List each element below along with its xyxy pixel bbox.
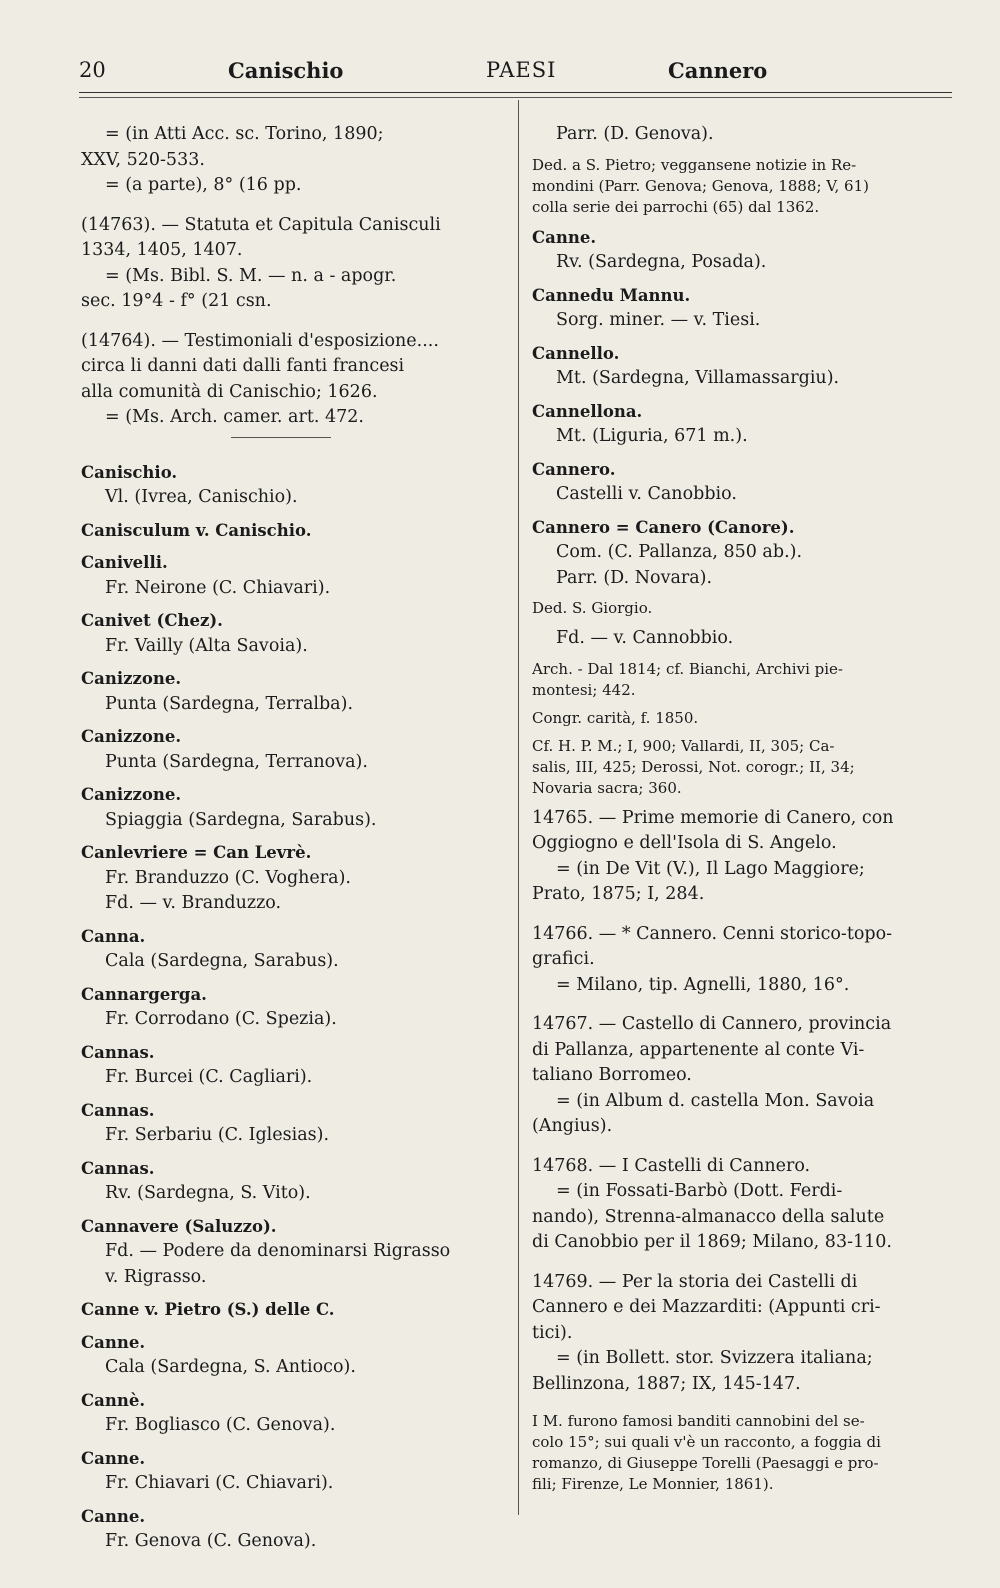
spacer [81,1555,506,1562]
bibliography-line: (14764). — Testimoniali d'esposizione.... [81,330,439,351]
bibliography-line: = (in Atti Acc. sc. Torino, 1890; [105,124,384,144]
entry-note-line: mondini (Parr. Genova; Genova, 1888; V, 61) [532,176,869,195]
entry-note-line: Arch. - Dal 1814; cf. Bianchi, Archivi pie- [532,659,843,678]
spacer [81,1439,506,1446]
bibliography-line: 14766. — * Cannero. Cenni storico-topo- [532,923,893,944]
spacer [532,799,956,806]
entry-line: Fr. Serbariu (C. Iglesias). [105,1125,330,1145]
entry-line: Com. (C. Pallanza, 850 ab.). [556,542,803,562]
gazetteer-entry [81,518,506,544]
entry-line: Mt. (Liguria, 671 m.). [556,426,748,446]
entry-heading: Canlevriere = Can Levrè. [81,843,312,862]
bibliography-line: = (a parte), 8° (16 pp. [105,175,302,195]
spacer [81,1033,506,1040]
entry-heading: Cannellona. [532,401,643,421]
spacer [81,659,506,666]
entry-heading: Cannas. [81,1158,155,1178]
footnote-line: romanzo, di Giuseppe Torelli (Paesaggi e pro- [532,1454,879,1472]
gazetteer-entry [532,626,956,652]
gazetteer-entry [532,399,956,450]
gazetteer-entry [532,122,956,148]
bibliography-line: 14769. — Per la storia dei Castelli di [532,1271,858,1292]
entry-note-line: Congr. carità, f. 1850. [532,708,699,727]
entry-line: Cala (Sardegna, S. Antioco). [105,1357,356,1377]
spacer [532,392,956,399]
bibliography-entry [532,1012,956,1140]
spacer [81,1207,506,1214]
gazetteer-entry [81,1040,506,1091]
gazetteer-entry [532,708,956,729]
spacer [81,1149,506,1156]
entry-heading: Cannero = Canero (Canore). [532,517,795,537]
entry-heading: Cannè. [81,1390,146,1410]
left-running-title: Canischio [228,58,344,83]
gazetteer-entry [81,1214,506,1291]
gazetteer-entry [532,155,956,218]
bibliography-line: sec. 19°4 - f° (21 csn. [81,291,272,311]
entry-line: Fd. — Podere da denominarsi Rigrasso [105,1241,451,1261]
gazetteer-entry [81,608,506,659]
footnote-line: colo 15°; sui quali v'è un racconto, a foggia di [532,1433,881,1451]
entry-note-line: montesi; 442. [532,680,636,699]
gazetteer-entry [81,1446,506,1497]
gazetteer-entry [81,782,506,833]
bibliography-line: = (in De Vit (V.), Il Lago Maggiore; [556,858,865,879]
gazetteer-entry [81,460,506,511]
gazetteer-entry [81,982,506,1033]
entry-heading: Canischio. [81,462,178,482]
spacer [532,652,956,659]
bibliography-line: circa li danni dati dalli fanti francesi [81,356,405,376]
entry-heading: Canivelli. [81,553,168,572]
spacer [81,833,506,840]
bibliography-line: = (in Fossati-Barbò (Dott. Ferdi- [556,1181,843,1201]
spacer [532,1397,956,1411]
entry-line: Fr. Corrodano (C. Spezia). [105,1009,337,1029]
gazetteer-entry [81,840,506,917]
bibliography-line: = (Ms. Bibl. S. M. — n. a - apogr. [105,265,397,286]
entry-line: Rv. (Sardegna, Posada). [556,252,767,272]
section-divider [231,437,331,438]
entry-line: Castelli v. Canobbio. [556,484,737,504]
spacer [532,334,956,341]
gazetteer-entry [81,1504,506,1555]
bibliography-line: Oggiogno e dell'Isola di S. Angelo. [532,833,837,853]
spacer [532,218,956,225]
spacer [81,1381,506,1388]
gazetteer-entry [81,550,506,601]
entry-note-line: Ded. S. Giorgio. [532,599,653,617]
entry-line: Parr. (D. Novara). [556,567,713,588]
spacer [81,717,506,724]
gazetteer-entry [81,1388,506,1439]
entry-heading: Canne. [81,1332,146,1352]
entry-line: Cala (Sardegna, Sarabus). [105,951,339,971]
gazetteer-entry [81,666,506,717]
bibliography-line: = (in Bollett. stor. Svizzera italiana; [556,1348,873,1368]
right-column [532,122,956,1495]
bibliography-line: Cannero e dei Mazzarditi: (Appunti cri- [532,1297,881,1317]
entry-line: Sorg. miner. — v. Tiesi. [556,310,761,330]
entry-heading: Cannas. [81,1042,155,1062]
bibliography-line: grafici. [532,949,595,969]
right-running-title: Cannero [668,58,768,83]
spacer [81,1323,506,1330]
bibliography-line: = Milano, tip. Agnelli, 1880, 16°. [556,974,850,995]
entry-line: Spiaggia (Sardegna, Sarabus). [105,809,377,830]
bibliography-line: (Angius). [532,1116,613,1136]
spacer [81,315,506,329]
entry-line: Fr. Burcei (C. Cagliari). [105,1067,313,1087]
spacer [532,591,956,598]
entry-line: Fd. — v. Cannobbio. [556,628,734,648]
spacer [532,1256,956,1270]
footnote-line: I M. furono famosi banditi cannobini del se- [532,1412,865,1430]
bibliography-line: 1334, 1405, 1407. [81,240,243,260]
gazetteer-entry [532,659,956,701]
spacer [81,511,506,518]
entry-heading: Canne. [81,1448,146,1468]
spacer [81,975,506,982]
entry-note-line: salis, III, 425; Derossi, Not. corogr.; II, 34; [532,757,855,776]
gazetteer-entry [81,924,506,975]
gazetteer-entry [81,724,506,775]
entry-heading: Cannas. [81,1100,155,1120]
bibliography-entry [532,1154,956,1256]
spacer [81,775,506,782]
spacer [532,701,956,708]
spacer [532,619,956,626]
entry-line: Rv. (Sardegna, S. Vito). [105,1183,311,1203]
entry-heading: Cannargerga. [81,984,207,1004]
entry-line: Fr. Bogliasco (C. Genova). [105,1415,336,1435]
spacer [532,148,956,155]
gazetteer-entry [532,515,956,592]
entry-line: Fr. Branduzzo (C. Voghera). [105,867,351,888]
bibliography-line: di Canobbio per il 1869; Milano, 83-110. [532,1232,892,1252]
spacer [532,508,956,515]
bibliography-line: nando), Strenna-almanacco della salute [532,1206,885,1227]
running-header [0,58,1000,88]
column-separator [518,100,519,1515]
spacer [532,908,956,922]
entry-note-line: Ded. a S. Pietro; veggansene notizie in Re- [532,155,857,174]
entry-note-line: colla serie dei parrochi (65) dal 1362. [532,197,820,216]
bibliography-line: = (in Album d. castella Mon. Savoia [556,1090,875,1111]
entry-line: Fr. Neirone (C. Chiavari). [105,577,331,598]
entry-heading: Canna. [81,926,146,946]
entry-heading: Cannello. [532,343,620,363]
header-rule-top [79,92,952,93]
footnote [532,1411,956,1495]
gazetteer-entry [532,736,956,799]
entry-line: Vl. (Ivrea, Canischio). [105,487,298,507]
entry-line: Punta (Sardegna, Terranova). [105,751,368,772]
bibliography-line: taliano Borromeo. [532,1065,692,1085]
entry-line: Fr. Vailly (Alta Savoia). [105,635,308,656]
footnote-line: fili; Firenze, Le Monnier, 1861). [532,1475,774,1493]
gazetteer-entry [81,1297,506,1323]
gazetteer-entry [532,598,956,619]
spacer [81,601,506,608]
entry-line: v. Rigrasso. [105,1266,207,1287]
gazetteer-entry [532,341,956,392]
bibliography-line: alla comunità di Canischio; 1626. [81,381,378,402]
header-rule-bottom [79,97,952,98]
entry-heading: Canne. [81,1506,146,1526]
entry-line: Parr. (D. Genova). [556,124,714,144]
entry-heading: Canizzone. [81,669,182,688]
entry-line: Fr. Chiavari (C. Chiavari). [105,1473,334,1493]
gazetteer-entry [532,225,956,276]
entry-line: Fd. — v. Branduzzo. [105,893,282,913]
entry-note-line: Cf. H. P. M.; I, 900; Vallardi, II, 305; Ca- [532,736,835,755]
gazetteer-entry [532,457,956,508]
gazetteer-entry [81,1156,506,1207]
bibliography-line: 14767. — Castello di Cannero, provincia [532,1014,892,1034]
bibliography-line: XXV, 520-533. [81,149,205,170]
bibliography-line: di Pallanza, appartenente al conte Vi- [532,1039,865,1060]
spacer [81,1091,506,1098]
entry-line: Punta (Sardegna, Terralba). [105,693,354,714]
gazetteer-entry [81,1098,506,1149]
entry-note-line: Novaria sacra; 360. [532,778,682,797]
spacer [81,1290,506,1297]
entry-heading: Canne v. Pietro (S.) delle C. [81,1300,335,1319]
entry-heading: Canisculum v. Canischio. [81,520,312,540]
spacer [81,199,506,213]
spacer [81,543,506,550]
bibliography-line: Prato, 1875; I, 284. [532,884,705,904]
spacer [532,998,956,1012]
bibliography-line: = (Ms. Arch. camer. art. 472. [105,407,364,427]
entry-heading: Canivet (Chez). [81,611,223,630]
entry-heading: Canizzone. [81,785,182,804]
spacer [81,1497,506,1504]
entry-heading: Canizzone. [81,727,182,746]
bibliography-entry [532,922,956,999]
bibliography-line: (14763). — Statuta et Capitula Canisculi [81,214,441,235]
spacer [532,276,956,283]
left-column [81,122,506,1562]
bibliography-line: 14768. — I Castelli di Cannero. [532,1155,811,1176]
page-number: 20 [79,58,106,82]
gazetteer-entry [81,1330,506,1381]
bibliography-line: 14765. — Prime memorie di Canero, con [532,807,894,828]
spacer [81,917,506,924]
gazetteer-entry [532,283,956,334]
bibliography-line: tici). [532,1322,573,1343]
entry-heading: Cannavere (Saluzzo). [81,1216,277,1236]
entry-line: Fr. Genova (C. Genova). [105,1531,317,1551]
spacer [532,450,956,457]
bibliography-line: Bellinzona, 1887; IX, 145-147. [532,1373,801,1394]
bibliography-entry [532,806,956,908]
entry-heading: Cannero. [532,459,616,479]
center-running-title: PAESI [486,58,557,82]
spacer [532,1140,956,1154]
entry-line: Mt. (Sardegna, Villamassargiu). [556,368,840,388]
entry-heading: Canne. [532,227,597,247]
bibliography-entry [532,1270,956,1398]
entry-heading: Cannedu Mannu. [532,285,691,305]
spacer [532,729,956,736]
